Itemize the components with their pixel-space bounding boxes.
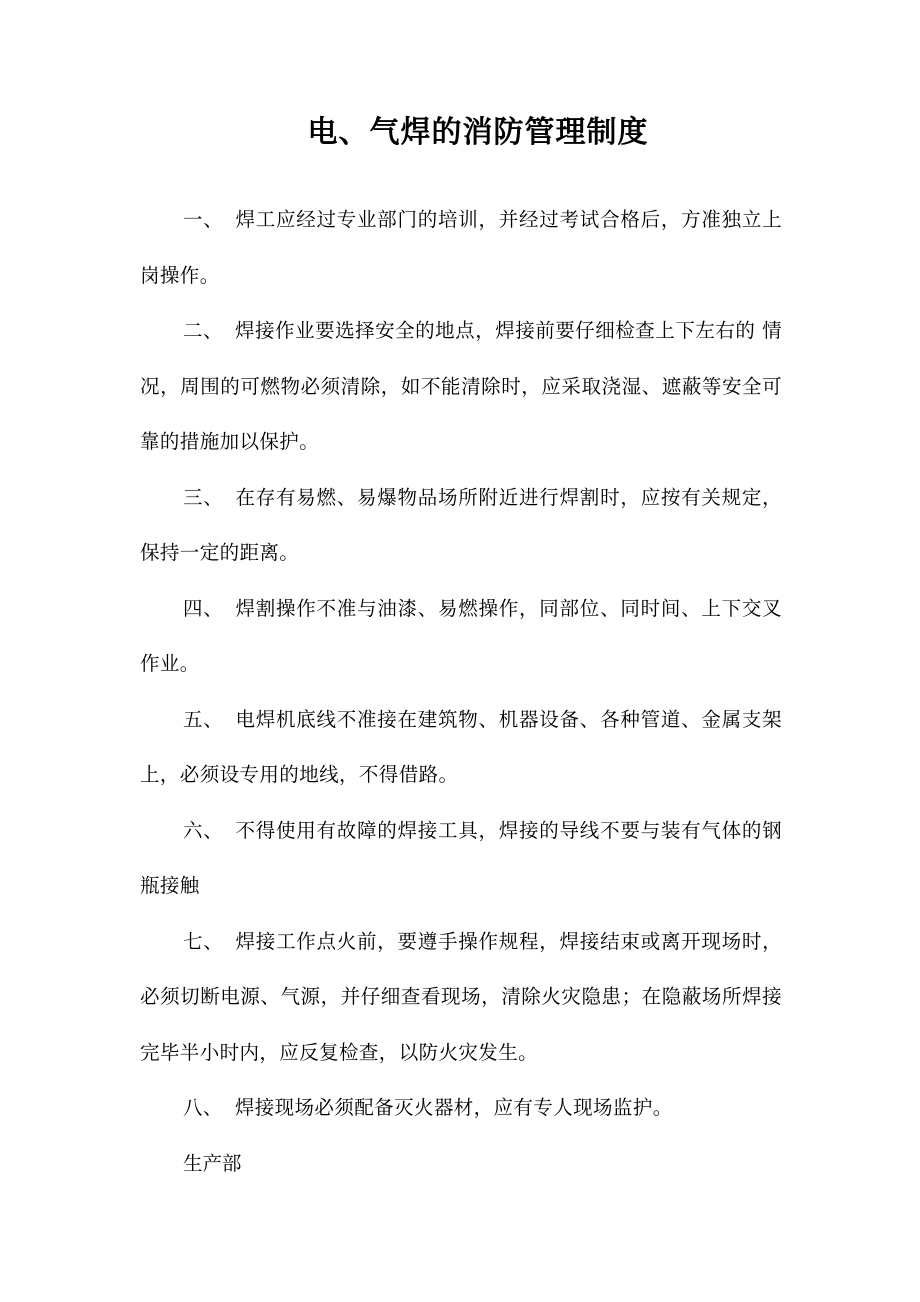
rule-paragraph-8 — [140, 1080, 782, 1136]
rule-text: 焊接作业要选择安全的地点，焊接前要仔细检查上下左右的 情况，周围的可燃物必须清除，如不能清除时，应采取浇湿、遮蔽等安全可靠的措施加以保护。 — [140, 319, 782, 453]
rule-number: 七、 — [183, 929, 224, 953]
rule-paragraph-3 — [140, 470, 782, 581]
rule-text: 焊接工作点火前，要遵手操作规程，焊接结束或离开现场时，必须切断电源、气源，并仔细查看现场，清除火灾隐患；在隐蔽场所焊接完毕半小时内，应反复检查，以防火灾发生。 — [140, 929, 782, 1064]
rule-paragraph-4 — [140, 581, 782, 692]
rule-number: 二、 — [183, 319, 224, 342]
document-title: 电、气焊的消防管理制度 — [307, 115, 649, 150]
rule-paragraph-5 — [140, 692, 782, 803]
rule-paragraph-6 — [140, 803, 782, 914]
document-body — [140, 192, 782, 1191]
rule-number: 六、 — [183, 818, 224, 842]
rule-text: 在存有易燃、易爆物品场所附近进行焊割时，应按有关规定，保持一定的距离。 — [140, 485, 782, 564]
rule-number: 四、 — [183, 596, 224, 620]
rule-paragraph-1 — [140, 192, 782, 303]
rule-text: 电焊机底线不准接在建筑物、机器设备、各种管道、金属支架上，必须设专用的地线，不得借路。 — [140, 707, 782, 786]
rule-number: 五、 — [183, 707, 224, 731]
rule-text: 不得使用有故障的焊接工具，焊接的导线不要与装有气体的钢瓶接触 — [140, 818, 782, 897]
rule-text: 焊工应经过专业部门的培训，并经过考试合格后，方准独立上岗操作。 — [140, 208, 782, 287]
rule-number: 三、 — [183, 485, 224, 509]
rule-number: 一、 — [183, 208, 224, 231]
rule-number: 八、 — [183, 1096, 223, 1119]
rule-text: 焊接现场必须配备灭火器材，应有专人现场监护。 — [234, 1096, 673, 1119]
rule-text: 焊割操作不准与油漆、易燃操作，同部位、同时间、上下交叉作业。 — [140, 596, 782, 675]
rule-paragraph-7 — [140, 914, 782, 1081]
signature-department: 生产部 — [183, 1151, 242, 1175]
rule-paragraph-2 — [140, 303, 782, 470]
